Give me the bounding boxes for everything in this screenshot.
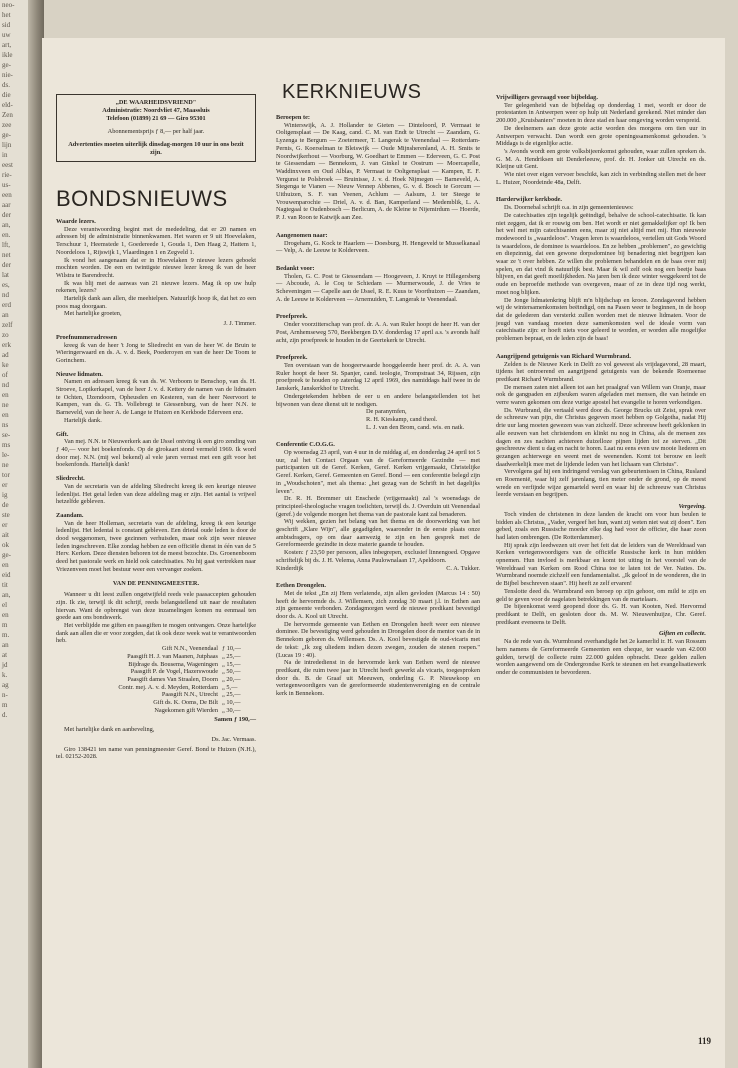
masthead-name: „DE WAARHEIDSVRIEND"	[115, 99, 197, 106]
gutter-fragment: er	[2, 481, 8, 489]
gutter-fragment: se-	[2, 431, 11, 439]
gutter-fragment: at	[2, 651, 8, 659]
gutter-fragment: d.	[2, 711, 8, 719]
paragraph: De bijeenkomst werd geopend door ds. G. H. van Kooten, Ned. Hervormd predikant te Delft, en gesloten door ds. M. W. Nieuwenhuijze, Chr. Geref. predikant eveneens te Delft.	[496, 603, 706, 626]
gutter-fragment: Zen	[2, 111, 13, 119]
gutter-fragment: en	[2, 411, 9, 419]
heading: Harderwijker kerkbode.	[496, 196, 562, 204]
masthead-price: Abonnementsprijs ƒ 8,— per half jaar.	[107, 128, 205, 135]
gift-description: Contr. mej. A. v. d. Meyden, Rotterdam	[118, 683, 218, 691]
gutter-fragment: ad	[2, 351, 9, 359]
gift-amount: ƒ 10,—	[222, 645, 241, 653]
gutter-fragment: lijn	[2, 141, 12, 149]
heading: Eethen Drongelen.	[276, 582, 326, 590]
paragraph: Drogeham, G. Kock te Haarlem — Doesburg, H. Hengeveld te Musselkanaal — Velp, A. de Leeuw te Kolderveen.	[276, 239, 480, 255]
heading: Nieuwe lidmaten.	[56, 370, 103, 378]
signature: R. H. Kieskamp, cand theol.	[366, 415, 438, 423]
subheading: Vergeving.	[678, 503, 706, 511]
gift-amount: „ 25,—	[222, 691, 241, 699]
gift-amount: „ 15,—	[222, 660, 241, 668]
paragraph: Toch vinden de christenen in deze landen de kracht om voor hun beulen te bidden als Christus, „Vader, vergeef het hun, want zij weten niet wat zij doen". Een gebed, zoals een Russische moeder elke dag had voor de officier, die haar zoon had laten ombrengen. (De Rotterdammer).	[496, 510, 706, 541]
gutter-fragment: net	[2, 251, 11, 259]
gutter-fragment: es,	[2, 281, 10, 289]
paragraph: Zelden is de Nieuwe Kerk in Delft zo vol geweest als vrijdagavond, 28 maart, tijdens het ontroerend en aangrijpend getuigenis van de bekende Roemeense predikant Richard Wurmbrand.	[496, 360, 706, 383]
gift-description: Paasgift H. J. van Maanen, Jutphaas	[127, 652, 218, 660]
gutter-fragment: an	[2, 641, 9, 649]
column-middle	[276, 38, 480, 698]
paragraph: Na de intrededienst in de hervormde kerk van Eethen werd de nieuwe predikant, die ruim twee jaar in Utrecht heeft gewerkt als vicaris, toegesproken door ds. B. de Graaf uit Meeuwen, onderling G. P. Nieuwkoop en vertegenwoordigers van de gereformeerde studentenvereniging en de centrale kerk in Bennekom.	[276, 659, 480, 698]
gutter-fragment: m	[2, 701, 8, 709]
gutter-fragment: ke	[2, 361, 9, 369]
gift-total: Samen ƒ 190,—	[214, 716, 256, 724]
gift-description: Bijdrage ds. Bousema, Wageningen	[128, 660, 218, 668]
gutter-fragment: een	[2, 191, 12, 199]
gutter-fragment: die	[2, 91, 11, 99]
gutter-fragment: lat	[2, 271, 9, 279]
masthead-phone: Telefoon (01899) 21 69 — Giro 95301	[106, 115, 206, 122]
heading: Aangenomen naar:	[276, 231, 328, 239]
signature: J. J. Timmer.	[223, 320, 256, 328]
paragraph: Namen en adressen kreeg ik van ds. W. Verboom te Benschop, van ds. H. Stroeve, Lopikerkapel, van de heer J. v. d. Kettery de namen van de lidmaten te Ochten, IJzendoorn, Opheusden en Kesteren, van de heer Neervoort te Kampen, van ds. G. Th. Vollebregt te Giessenburg, van de heer N.N. te Barneveld, van de heer A. de Lange te Huizen en Kerkbode Ederveen enz.	[56, 378, 256, 417]
signature: L. J. van den Brom, cand. wis. en natk.	[366, 423, 465, 431]
gift-row	[56, 707, 256, 715]
gutter-fragment: us-	[2, 181, 11, 189]
gutter-fragment: ait	[2, 531, 9, 539]
gift-list	[56, 645, 256, 714]
gutter-fragment: of	[2, 371, 8, 379]
gutter-fragment: ikle	[2, 51, 13, 59]
gift-amount: „ 50,—	[222, 668, 241, 676]
gutter-fragment: ste	[2, 511, 10, 519]
paragraph: Het verblijdde me giften en paasgiften te mogen ontvangen. Onze hartelijke dank aan allen die er voor zorgden, dat ik ook deze week wat te verantwoorden heb.	[56, 622, 256, 645]
gift-row	[56, 684, 256, 692]
gutter-fragment: zelf	[2, 321, 13, 329]
treasurer-title: VAN DE PENNINGMEESTER.	[112, 579, 200, 587]
paragraph: Ik was blij met de aanwas van 21 nieuwe lezers. Mag ik op uw hulp rekenen, lezers?	[56, 279, 256, 295]
gutter-fragment: en.	[2, 231, 11, 239]
gutter-fragment: ds.	[2, 81, 10, 89]
bondsnieuws-title: BONDSNIEUWS	[56, 186, 228, 211]
gutter-fragment: uw	[2, 31, 11, 39]
masthead-ads: Advertenties moeten uiterlijk dinsdag-morgen 10 uur in ons bezit zijn.	[68, 141, 244, 156]
gutter-fragment: an,	[2, 221, 11, 229]
signature-place: Kinderdijk	[276, 564, 304, 572]
gutter-fragment: en	[2, 561, 9, 569]
gutter-fragment: neo-	[2, 1, 15, 9]
gutter-fragment: tor	[2, 471, 10, 479]
paragraph: Van mej. N.N. te Nieuwerkerk aan de IJssel ontving ik een giro zending van ƒ 40,— voor het boekenfonds. Op de girokaart stond vermeld 1969. Ik word door mej. N.N. (mij wel bekend) al vele jaren verrast met een gift voor het boekenfonds. Hartelijk dank!	[56, 438, 256, 469]
gutter-fragment: sid	[2, 21, 11, 29]
gutter-fragment: ne	[2, 401, 9, 409]
gutter-fragment: tit	[2, 581, 8, 589]
gift-description: Paasgift dames Van Straalen, Doorn	[127, 675, 218, 683]
paragraph: Ik vond het aangenaam dat er in Hoevelaken 9 nieuwe lezers geboekt mochten worden. De een en twintigste nieuwe lezer kreeg ik van de heer Wilstra te Barendrecht.	[56, 256, 256, 279]
gift-row	[56, 653, 256, 661]
signature: C. A. Tukker.	[446, 564, 480, 572]
gutter-fragment: der	[2, 261, 11, 269]
heading: Sliedrecht.	[56, 475, 85, 483]
paragraph: Met hartelijke groeten,	[64, 310, 122, 318]
gift-row	[56, 699, 256, 707]
gutter-fragment: eid	[2, 571, 11, 579]
gift-row	[56, 645, 256, 653]
gutter-fragment: er	[2, 521, 8, 529]
paragraph: Hij sprak zijn leedwezen uit over het feit dat de leiders van de Wereldraad van Kerken vertegenwoordigers van de officiële Russische kerk in hun midden opnemen. Hun invloed is merkbaar en komt tot uiting in het voorstel van de Wereldraad van Kerken om Rood China toe te laten tot de Ver. Naties. Ds. Wurmbrand noemde zichzelf een fundamentalist. „Ik geloof in de wonderen, die in de Bijbel beschreven staan". Hij heeft ze zelf ervaren!	[496, 541, 706, 588]
gutter-fragment: erd	[2, 301, 11, 309]
gutter-fragment: el	[2, 601, 8, 609]
paragraph: Giro 138421 ten name van penningmeester Geref. Bond te Huizen (N.H.), tel. 02152-2028.	[56, 745, 256, 761]
gift-amount: „ 5,—	[222, 683, 238, 691]
gutter-fragment: aar	[2, 201, 11, 209]
paragraph: Wij wekken, gezien het belang van het thema en de doorwerking van het geschrift „Klare Wijn", alle gegadigden, waaronder in de eerste plaats onze ambtsdragers, op om daar aanwezig te zijn en hen gesprek met de Gereformeerde gezindte in deze materie gaande te houden.	[276, 518, 480, 549]
paragraph: Met hartelijke dank en aanbeveling,	[64, 726, 155, 734]
gift-row	[56, 676, 256, 684]
gift-row	[56, 661, 256, 669]
gutter-fragment: an	[2, 311, 9, 319]
gutter-fragment: ag	[2, 681, 9, 689]
gutter-fragment: nd	[2, 381, 9, 389]
gutter-fragment: het	[2, 11, 11, 19]
paragraph: Na de rede van ds. Wurmbrand overhandigde het 2e kamerlid ir. H. van Rossum hem namens de Gereformeerde Gemeenten een cheque, ter waarde van 42.000 gulden, terwijl de collecte ruim 22.000 gulden opbracht. Deze gelden zullen worden aangewend om de Ondergrondse Kerk te steunen en het evangelisatiewerk onder de communisten te bevorderen.	[496, 638, 706, 676]
heading: Bedankt voor:	[276, 264, 315, 272]
gutter-fragment: ge-	[2, 131, 11, 139]
masthead-address: Administratie: Noordvliet 47, Maassluis	[102, 107, 210, 114]
gutter-fragment: le-	[2, 451, 10, 459]
heading: Beroepen te:	[276, 114, 310, 121]
paragraph: Tholen, G. C. Post te Giessendam — Hoogeveen, J. Kruyt te Hillegersberg — Abcoude, A. le Coq te Schiedam — Murmerwoude, J. de Vries te Scheveningen — Capelle aan de IJssel, R. E. Kuus te Voorthuizen — Zaandam, A. de Leeuw te Kolderveen — Arnemuiden, T. Langerak te Veenendaal.	[276, 272, 480, 303]
heading: Proefnummeradressen	[56, 333, 117, 341]
gutter-fragment: ne	[2, 461, 9, 469]
gutter-fragment: eld-	[2, 101, 13, 109]
gutter-fragment: rie-	[2, 171, 12, 179]
gutter-fragment: art,	[2, 41, 12, 49]
paragraph: De hervormde gemeente van Eethen en Drongelen heeft weer een nieuwe dominee. De bevestiging werd gehouden in Drongelen door de mentor van de in Bennekom geboren ds. Willemsen. Ds. A. Kool bevestigde de oud-vicaris met de tekst: „Ik zeg uliedem indien dezen zwegen, zouden de stenen roepen." (Lucas 19 : 40).	[276, 620, 480, 659]
gutter-fragment: en	[2, 391, 9, 399]
paragraph: Kosten: ƒ 23,50 per persoon, alles inbegrepen, exclusief linnengoed. Opgave schriftelijk bij ds. J. H. Velema, Anna Paulownalaan 17, Apeldoorn.	[276, 549, 480, 564]
heading: Zaandam.	[56, 511, 84, 519]
gutter-fragment: ge-	[2, 61, 11, 69]
column-left	[56, 38, 256, 761]
gutter-fragment: ok	[2, 541, 9, 549]
gift-amount: „ 10,—	[222, 699, 241, 707]
paragraph: Ten overstaan van de hoogeerwaarde hooggeleerde heer prof. dr. A. A. van Ruler hoopt de heer St. Spanjer, cand. teologie, Trompstraat 34, Rijssen, zijn proefpreek te houden op zaterdag 12 april 1969, des namiddags half twee in de Janskerk, Janskerkhof te Utrecht.	[276, 361, 480, 393]
paragraph: Dr. R. H. Bremmer uit Enschede (vrijgemaakt) zal 's woensdags de principieel-theologische vragen toelichten, terwijl ds. J. Overduin uit Veenendaal (geref.) de volgende morgen het thema van de pastorale kant zal benaderen.	[276, 495, 480, 518]
paragraph: Hartelijk dank aan allen, die meehielpen. Natuurlijk hoop ik, dat het zo een poos mag doorgaan.	[56, 295, 256, 310]
heading: Proefpreek.	[276, 354, 308, 362]
subheading: Giften en collecte.	[658, 630, 706, 638]
gift-description: Paasgift P. de Vogel, Hazerswoude	[130, 668, 218, 676]
paragraph: kreeg ik van de heer 't Jong te Sliedrecht en van de heer W. de Bruin te Wieringerwaard en ds. A. v. d. Beek, Poederoyen en van de heer De Toom te Gorinchem.	[56, 341, 256, 364]
gift-description: Nagekomen gift Wierden	[154, 706, 218, 714]
heading: Aangrijpend getuigenis van Richard Wurmbrand.	[496, 352, 631, 360]
paragraph: Deze verantwoording begint met de mededeling, dat er 20 namen en adressen bij de administratie binnenkwamen. Het waren er 9 uit Hoevelaken, Terschuur 1, Heemstede 1, Goedereede 1, Gouda 1, Den Haag 2, Hattem 1, Noordeloos 1, Rijswijk 1, Vlaardingen 1 en Zegveld 1.	[56, 225, 256, 256]
heading: Conferentie C.O.G.G.	[276, 441, 335, 449]
heading: Proefpreek.	[276, 313, 308, 321]
gutter-fragment: zee	[2, 121, 12, 129]
gift-description: Gift N.N., Veenendaal	[161, 645, 218, 653]
gutter-fragment: lft,	[2, 241, 10, 249]
gutter-fragment: nie-	[2, 71, 13, 79]
gutter-fragment: ge-	[2, 551, 11, 559]
gutter-fragment: m	[2, 621, 8, 629]
gutter-fragment: k.	[2, 671, 8, 679]
paragraph: Wanneer u dit leest zullen ongetwijfeld reeds vele paasaccepten gehouden zijn. Ik zie, terwijl ik dit schrijf, reeds belangstellend uit naar de resultaten hiervan. Want de opbrengst van deze inzamelingen komen nu eenmaal ten goede aan ons bondswerk.	[56, 591, 256, 622]
magazine-page	[42, 38, 725, 1068]
paragraph: Vervolgens gaf hij een indringend verslag van gebeurtenissen in China, Rusland en Roemenië, waar hij zelf jarenlang, tien meter onder de grond, op de meest wrede en verfijnde wijze gemarteld werd en waar hij de schreeuw van Christus leerde verstaan en begrijpen.	[496, 468, 706, 499]
gutter-fragment: ig	[2, 491, 8, 499]
paragraph: Wie niet over eigen vervoer beschikt, kan zich in verbinding stellen met de heer L. Huizer, Noordeinde 48a, Delft.	[496, 171, 706, 186]
gutter-fragment: in	[2, 151, 8, 159]
masthead-box	[56, 94, 256, 162]
heading: Vrijwilligers gevraagd voor bijbeldag.	[496, 94, 598, 101]
column-right	[496, 38, 706, 677]
page-number: 119	[697, 1036, 711, 1046]
paragraph: Winterswijk, A. J. Hollander te Gieten — Dinteloord, P. Vermaat te Ooltgensplaat — De Kaag, cand. C. M. van Endt te Utrecht — Zaandam, G. Lyzenga te Bergum — Zoetermeer, T. Langerak te Veenendaal — Rotterdam-Pernis, G. Koerselman te Bleiswijk — Oude Mijnsherenland, A. H. Smits te Noordwijkerhout — Voorburg, W. Goedhart te Emmen — Ederveen, G. C. Post te Giessendam — Bennekom, J. van Ginkel te Oostrum — Moercapelle, Waddinxveen en Oud Alblas, P. Vermaat te Ooltgensplaat — Kampen, E. F. Vergunst te Polsbroek — Bruinisse, J. v. d. Hoek Nijmegen — Barneveld, A. Stegenga te Vianen — Nieuw Vennep Abbenes, G. v. d. Bosch te Gorcum — Uithuizen, S. F. van Veenen, Achlum — Aalsum, J. ter Steege te Vrouwenparochie — Driel, A. v. d. Ban, Kamperland — Medemblik, L. A. Nagtegaal te Oudenbosch — Berlicum, A. de Kleine te Nijemirdum — Hoerde, P. J. van Roon te Katwijk aan Zee.	[276, 121, 480, 222]
heading: Gift.	[56, 430, 69, 438]
paragraph: Ds. Doornebal schrijft o.a. in zijn gemeentenieuws:	[504, 204, 634, 212]
gift-description: Gift ds. K. Ooms, De Bilt	[153, 699, 218, 707]
gutter-fragment: an,	[2, 591, 11, 599]
signature-row	[276, 565, 480, 573]
paragraph: Ondergetekenden hebben de eer u en andere belangstellenden tot het bijwonen van deze dienst uit te nodigen.	[276, 392, 480, 408]
heading: Waarde lezers.	[56, 218, 96, 225]
paragraph: Tenslotte deed ds. Wurmbrand een beroep op zijn gehoor, om mild te zijn en geld te geven voor de nagelaten betrekkingen van de martelaars.	[496, 587, 706, 603]
gift-row	[56, 691, 256, 699]
paragraph: Ds. Wurbrand, die vertaald werd door ds. George Brucks uit Zeist, sprak over de schreeuw van pijn, die Christus gegeven moet hebben op Golgotha, nadat Hij drie uur lang moeten gewezen was van zichzelf. Deze schreeuw heeft geklonken in alle eeuwen van het christendom en klinkt nu nog in China, als de mensen zes dagen en zes nachten achtereen duizelloze pijnen lijden tot ze sterven. „Dit geschreeuw dient u dag en nacht te horen. Laat nu eens even uw mooie liederen en gezangen achterwege en weent met de weenenden. Komt tot berouw en leeft daadwerkelijk mee met de lijdende leden van het lichaam van Christus".	[496, 406, 706, 468]
paragraph: Ter gelegenheid van de bijbeldag op donderdag 1 mei, wordt er door de protestanten in Antwerpen weer op hulp uit Nederland gerekend. Niet minder dan 200.000 „Kruisbaniers" moeten in deze stad en haar omgeving worden verspreid.	[496, 101, 706, 125]
gift-amount: „ 30,—	[222, 706, 241, 714]
paragraph: Hartelijk dank.	[64, 416, 102, 424]
paragraph: 's Avonds wordt een grote volksbijeenkomst gehouden, waar zullen spreken ds. G. M. A. Hendriksen uit Denderleeuw, prof. dr. H. Jonker uit Utrecht en ds. Kleijne uit Gent.	[496, 147, 706, 171]
gutter-fragment: erk	[2, 341, 11, 349]
paragraph: Van de secretaris van de afdeling Sliedrecht kreeg ik een keurige nieuwe ledenlijst. Het getal leden van deze afdeling mag er zijn. Het aantal is vrijwel hetzelfde gebleven.	[56, 482, 256, 506]
paragraph: De mensen zaten niet alleen tot aan het praalgraf van Willem van Oranje, maar ook de gangpaden en zijbeuken waren afgeladen met mensen, die van heinde en verre waren gekomen om deze vurige apostel het evangelie te horen verkondigen.	[496, 383, 706, 407]
gutter-fragment: zo	[2, 331, 9, 339]
gift-row	[56, 668, 256, 676]
gutter-fragment: der	[2, 211, 11, 219]
paragraph: De catechisaties zijn tegelijk geëindigd, behalve de school-catechisatie. Ik kan niet zeggen, dat ik er rouwig om ben. Het wordt er niet gemakkelijker op! Ik ben het wel met mijn catechisanten eens, maar zij niet altijd met mij. Hun nieuwste modewoord is „waardeloos". Vragen leren is waardeloos, vertellen uit Gods Woord is waardeloos, de dominee is waardeloos. En ze hebben „problemen", zo gewichtig en diepzinnig, dat een gewone dorpsdominee bij benadering niet begrijpen kan waar ze 't over hebben. Ze willen die problemen behandelen en de baas over mij spelen, en dat vind ik natuurlijk best. Maar ik wil zelf ook nog een beetje baas blijven, en dat geeft moeilijkheden. Na jaren ben ik deze winter weggekeerd tot de oude en beproefde methode van overgeven, maar of ze in deze tijd nog werkt, moet nog blijken.	[496, 211, 706, 296]
kerknieuws-title: KERKNIEUWS	[282, 81, 422, 103]
gutter-fragment: eest	[2, 161, 13, 169]
gutter-fragment: n-	[2, 691, 8, 699]
gutter-fragment: m.	[2, 631, 10, 639]
signature: De paranymfen,	[366, 408, 407, 416]
paragraph: Van de heer Holleman, secretaris van de afdeling, kreeg ik een keurige ledenlijst. Het ledental is constant gebleven. Een drietal oude leden is door de dood weggenomen, twee gezinnen verhuisden, maar ook zijn weer nieuwe leden ingeschreven. Elke zondag hebben ze een officiële dienst in één van de 5 Herv. Kerken. Deze diensten behoren tot de meest bezochte. Ds. Groenenboom deed het pastorale werk en hield ook catechisaties. Nu hij gaat vertrekken naar Vriezenveen moet het bestuur weer een vervanger zoeken.	[56, 519, 256, 573]
gutter-fragment: jd	[2, 661, 8, 669]
gift-amount: „ 25,—	[222, 652, 241, 660]
paragraph: Met de tekst „En zij Hem verlatende, zijn allen gevloden (Marcus 14 : 50) heeft de hervormde ds. J. Willemsen, zich zondag 30 maart j.l. in Eethen aan zijn gemeente verbonden. Zondagmorgen werd de nieuwe predikant bevestigd door ds. A. Kool uit Utrecht.	[276, 589, 480, 621]
paragraph: Op woensdag 23 april, van 4 uur in de middag af, en donderdag 24 april tot 5 uur, zal het Contact Orgaan van de Gereformeerde Gezindte — met participanten uit de Geref. Kerken, Geref. Kerken vrijgemaakt, Christelijke Geref. Kerken, Geref. Gemeenten en Geref. Bond — een conferentie belegd zijn in „Woudschoten", met als thema: „het gezag van de Schrift in het dagelijks leven".	[276, 449, 480, 495]
gutter-fragment: de	[2, 501, 9, 509]
gutter-fragment: ms	[2, 441, 11, 449]
gift-description: Paasgift N.N., Utrecht	[161, 691, 218, 699]
gutter-fragment: en	[2, 611, 9, 619]
gutter-fragment: nd	[2, 291, 9, 299]
paragraph: De deelnemers aan deze grote actie worden des morgens om tien uur in Antwerpen verwacht. Dan wordt een grote openingssamenkomst gehouden. 's Middags is de eigenlijke actie.	[496, 124, 706, 148]
paragraph: De Jonge lidmatenkring blijft m'n blijdschap en kroon. Zondagavond hebben wij de wintersamenkomsten beëindigd, om na Pasen weer te beginnen, in de hoop dat de gelederen dan versterkt zullen worden met de nieuwe lidmaten. Voor de jeugd van vandaag moeten deze samenkomsten wel de ideale vorm van catechisatie zijn: er hoeft niets voor geleerd te worden, er worden alle mogelijke problemen bepraat, en de leden zijn de baas!	[496, 296, 706, 343]
gutter-fragment: ns	[2, 421, 9, 429]
gift-amount: „ 20,—	[222, 675, 241, 683]
paragraph: Onder voorzitterschap van prof. dr. A. A. van Ruler hoopt de heer H. van der Post, Arnhemseweg 570, Beekbergen D.V. donderdag 17 april a.s. 's avonds half acht, zijn proefpreek te houden in de Geertekerk te Utrecht.	[276, 321, 480, 344]
signature: Ds. Jac. Vermaas.	[211, 735, 256, 743]
